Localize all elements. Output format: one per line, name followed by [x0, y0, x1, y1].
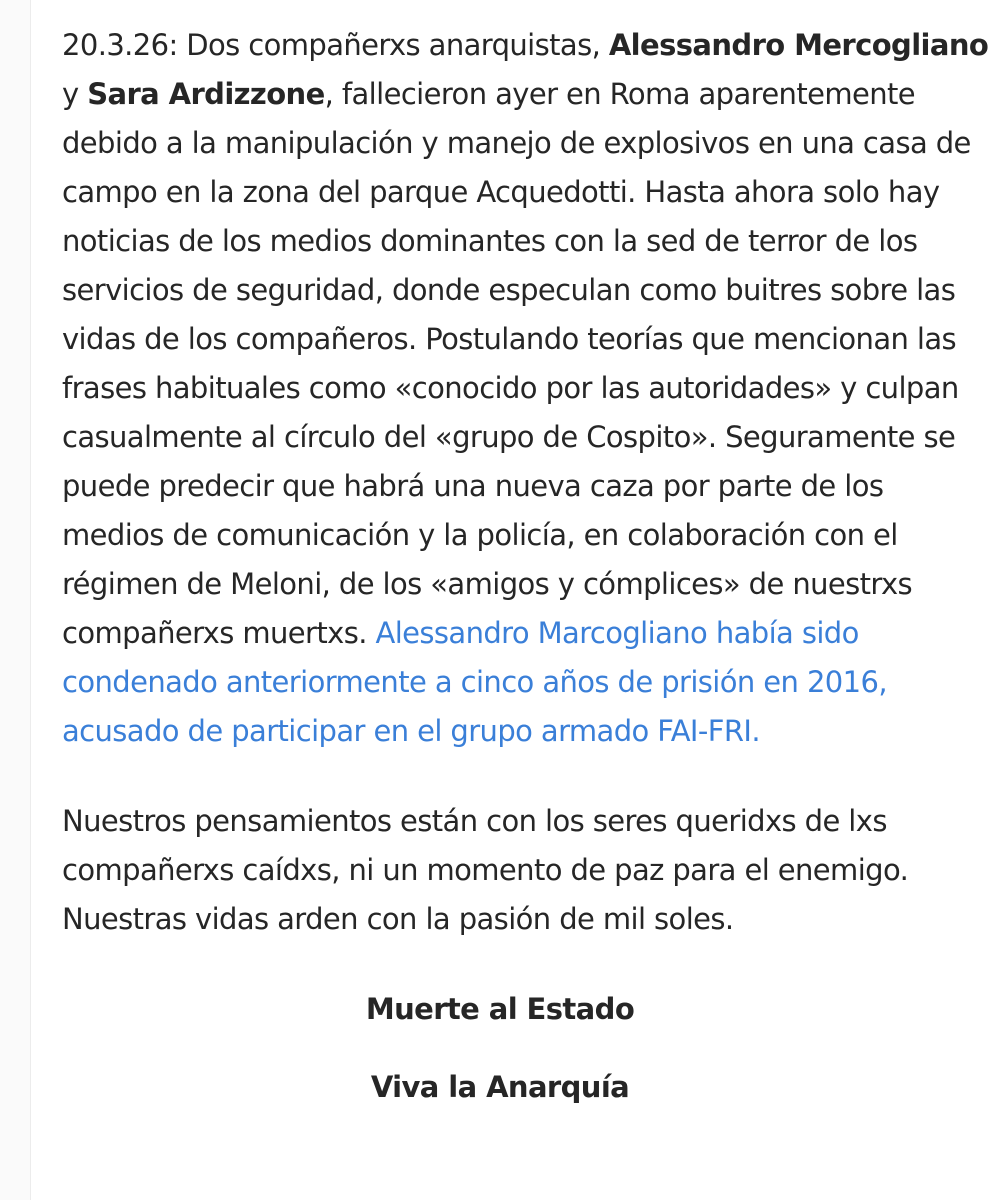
- intro-text: 20.3.26: Dos compañerxs anarquistas,: [62, 28, 609, 62]
- closing-line-1: Muerte al Estado: [365, 992, 635, 1026]
- paragraph-1: [62, 21, 992, 756]
- name-alessandro: Alessandro Mercogliano: [608, 28, 989, 62]
- paragraph-2: Nuestros pensamientos están con los seres queridxs de lxs compañerxs caídxs, ni un momento de paz para el enemigo. Nuestras vidas arden con la pasión de mil soles.: [62, 804, 909, 936]
- closing-line-2: Viva la Anarquía: [370, 1070, 630, 1104]
- name-sara: Sara Ardizzone: [87, 77, 325, 111]
- conjunction-text: y: [62, 77, 88, 111]
- inline-link[interactable]: Alessandro Marcogliano había sido condenado anteriormente a cinco años de prisión en 2016, acusado de participar en el grupo armado FAI-FRI.: [62, 616, 887, 748]
- paragraph-1-body: , fallecieron ayer en Roma aparentemente debido a la manipulación y manejo de explosivos en una casa de campo en la zona del parque Acquedotti. Hasta ahora solo hay noticias de los medios dominantes con la sed de terror de los servicios de seguridad, donde especulan como buitres sobre las vidas de los compañeros. Postulando teorías que mencionan las frases habituales como «conocido por las autoridades» y culpan casualmente al círculo del «grupo de Cospito». Seguramente se puede predecir que habrá una nueva caza por parte de los medios de comunicación y la policía, en colaboración con el régimen de Meloni, de los «amigos y cómplices» de nuestrxs compañerxs muertxs.: [62, 77, 971, 650]
- article-body: [62, 21, 992, 1112]
- article-card: [30, 0, 1001, 1200]
